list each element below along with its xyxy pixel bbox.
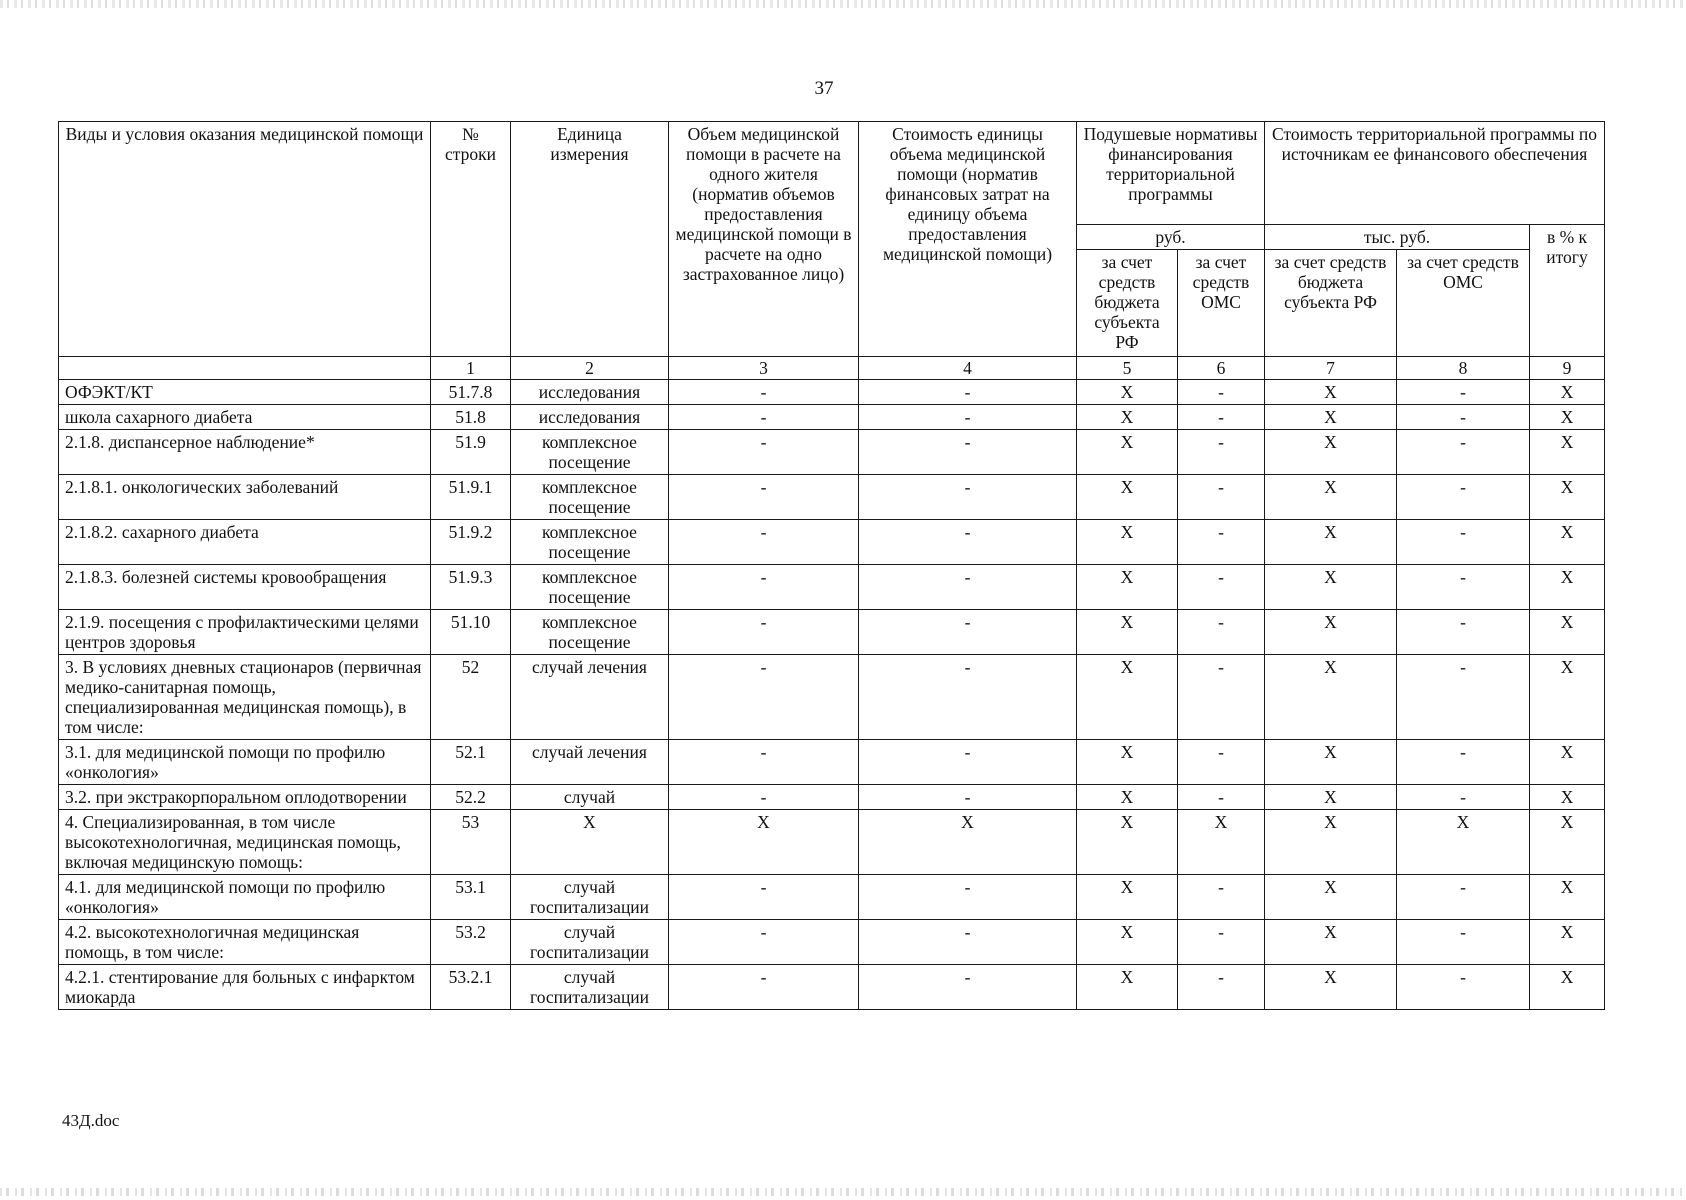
cell-per-capita-budget: X	[1077, 610, 1178, 655]
medical-care-table	[58, 121, 1605, 1010]
cell-territorial-budget: X	[1265, 965, 1397, 1010]
cell-volume: -	[669, 655, 859, 740]
row-number: 53.2.1	[431, 965, 511, 1010]
cell-territorial-oms: -	[1397, 875, 1530, 920]
row-number: 51.10	[431, 610, 511, 655]
header-territorial: Стоимость территориальной программы по источникам ее финансового обеспечения	[1265, 122, 1605, 225]
cell-volume: -	[669, 875, 859, 920]
cell-per-capita-oms: -	[1178, 740, 1265, 785]
cell-per-capita-oms: -	[1178, 475, 1265, 520]
cell-per-capita-budget: X	[1077, 965, 1178, 1010]
header-cost-unit: Стоимость единицы объема медицинской помощи (норматив финансовых затрат на единицу объема предоставления медицинской помощи)	[859, 122, 1077, 357]
header-budget-rf: за счет средств бюджета субъекта РФ	[1077, 250, 1178, 357]
col-number: 9	[1530, 357, 1605, 380]
table-row	[59, 810, 1605, 875]
cell-territorial-oms: -	[1397, 405, 1530, 430]
cell-territorial-budget: X	[1265, 655, 1397, 740]
table-row	[59, 785, 1605, 810]
footer-filename: 43Д.doc	[62, 1111, 120, 1130]
cell-cost-unit: -	[859, 875, 1077, 920]
cell-territorial-oms: -	[1397, 655, 1530, 740]
cell-territorial-budget: X	[1265, 875, 1397, 920]
row-name: 4.2. высокотехнологичная медицинская помощь, в том числе:	[59, 920, 431, 965]
cell-percent-total: X	[1530, 785, 1605, 810]
cell-per-capita-oms: -	[1178, 520, 1265, 565]
cell-territorial-budget: X	[1265, 920, 1397, 965]
cell-per-capita-budget: X	[1077, 405, 1178, 430]
row-name: 2.1.8.1. онкологических заболеваний	[59, 475, 431, 520]
cell-per-capita-budget: X	[1077, 520, 1178, 565]
row-number: 52.1	[431, 740, 511, 785]
cell-per-capita-oms: -	[1178, 380, 1265, 405]
row-unit: случай лечения	[511, 740, 669, 785]
col-number: 2	[511, 357, 669, 380]
row-name: школа сахарного диабета	[59, 405, 431, 430]
cell-per-capita-budget: X	[1077, 785, 1178, 810]
row-unit: исследования	[511, 405, 669, 430]
cell-per-capita-budget: X	[1077, 810, 1178, 875]
row-unit: комплексное посещение	[511, 430, 669, 475]
cell-territorial-oms: -	[1397, 475, 1530, 520]
cell-percent-total: X	[1530, 475, 1605, 520]
row-unit: исследования	[511, 380, 669, 405]
cell-territorial-oms: -	[1397, 920, 1530, 965]
row-name: 2.1.8.2. сахарного диабета	[59, 520, 431, 565]
table-row	[59, 610, 1605, 655]
row-number: 51.9.1	[431, 475, 511, 520]
cell-percent-total: X	[1530, 875, 1605, 920]
row-name: 2.1.9. посещения с профилактическими целями центров здоровья	[59, 610, 431, 655]
cell-volume: X	[669, 810, 859, 875]
cell-per-capita-oms: -	[1178, 430, 1265, 475]
cell-per-capita-oms: -	[1178, 965, 1265, 1010]
cell-cost-unit: X	[859, 810, 1077, 875]
cell-cost-unit: -	[859, 565, 1077, 610]
row-name: 3.2. при экстракорпоральном оплодотворении	[59, 785, 431, 810]
cell-percent-total: X	[1530, 565, 1605, 610]
header-types: Виды и условия оказания медицинской помощи	[59, 122, 431, 357]
cell-per-capita-oms: -	[1178, 785, 1265, 810]
row-number: 53.2	[431, 920, 511, 965]
cell-territorial-budget: X	[1265, 405, 1397, 430]
cell-cost-unit: -	[859, 430, 1077, 475]
table-row	[59, 740, 1605, 785]
header-row-1	[59, 122, 1605, 225]
cell-percent-total: X	[1530, 965, 1605, 1010]
header-budget-rf-2: за счет средств бюджета субъекта РФ	[1265, 250, 1397, 357]
table-row	[59, 565, 1605, 610]
header-oms: за счет средств ОМС	[1178, 250, 1265, 357]
cell-volume: -	[669, 565, 859, 610]
row-unit: комплексное посещение	[511, 475, 669, 520]
row-unit: комплексное посещение	[511, 565, 669, 610]
cell-volume: -	[669, 785, 859, 810]
col-number: 1	[431, 357, 511, 380]
cell-volume: -	[669, 610, 859, 655]
cell-per-capita-oms: -	[1178, 920, 1265, 965]
cell-percent-total: X	[1530, 430, 1605, 475]
row-name: 4.2.1. стентирование для больных с инфарктом миокарда	[59, 965, 431, 1010]
cell-territorial-budget: X	[1265, 610, 1397, 655]
table-row	[59, 875, 1605, 920]
cell-per-capita-oms: -	[1178, 655, 1265, 740]
cell-territorial-budget: X	[1265, 785, 1397, 810]
col-number: 6	[1178, 357, 1265, 380]
cell-volume: -	[669, 475, 859, 520]
cell-percent-total: X	[1530, 655, 1605, 740]
col-number	[59, 357, 431, 380]
row-unit: случай госпитализации	[511, 965, 669, 1010]
cell-per-capita-budget: X	[1077, 380, 1178, 405]
cell-per-capita-oms: -	[1178, 565, 1265, 610]
cell-volume: -	[669, 920, 859, 965]
cell-percent-total: X	[1530, 810, 1605, 875]
table-row	[59, 655, 1605, 740]
cell-volume: -	[669, 405, 859, 430]
header-oms-2: за счет средств ОМС	[1397, 250, 1530, 357]
cell-cost-unit: -	[859, 655, 1077, 740]
col-number: 5	[1077, 357, 1178, 380]
row-name: 2.1.8.3. болезней системы кровообращения	[59, 565, 431, 610]
cell-cost-unit: -	[859, 520, 1077, 565]
scan-edge-top	[0, 0, 1686, 8]
cell-per-capita-budget: X	[1077, 920, 1178, 965]
cell-territorial-oms: -	[1397, 785, 1530, 810]
cell-per-capita-oms: -	[1178, 875, 1265, 920]
col-number: 8	[1397, 357, 1530, 380]
cell-per-capita-budget: X	[1077, 875, 1178, 920]
header-thous-rub: тыс. руб.	[1265, 225, 1530, 250]
row-unit: случай госпитализации	[511, 920, 669, 965]
cell-territorial-oms: -	[1397, 965, 1530, 1010]
cell-territorial-oms: -	[1397, 565, 1530, 610]
cell-territorial-budget: X	[1265, 810, 1397, 875]
table-row	[59, 520, 1605, 565]
cell-per-capita-budget: X	[1077, 475, 1178, 520]
row-number: 53.1	[431, 875, 511, 920]
page-number: 37	[814, 78, 834, 99]
row-unit: комплексное посещение	[511, 520, 669, 565]
row-name: ОФЭКТ/КТ	[59, 380, 431, 405]
header-percent-total: в % к итогу	[1530, 225, 1605, 357]
row-name: 4.1. для медицинской помощи по профилю «онкология»	[59, 875, 431, 920]
cell-territorial-oms: X	[1397, 810, 1530, 875]
table-row	[59, 380, 1605, 405]
row-number: 51.9	[431, 430, 511, 475]
header-per-capita: Подушевые нормативы финансирования территориальной программы	[1077, 122, 1265, 225]
row-unit: случай	[511, 785, 669, 810]
table-row	[59, 430, 1605, 475]
cell-percent-total: X	[1530, 610, 1605, 655]
cell-territorial-budget: X	[1265, 565, 1397, 610]
table-row	[59, 405, 1605, 430]
col-number: 4	[859, 357, 1077, 380]
cell-territorial-oms: -	[1397, 430, 1530, 475]
cell-volume: -	[669, 380, 859, 405]
cell-cost-unit: -	[859, 965, 1077, 1010]
row-unit: случай госпитализации	[511, 875, 669, 920]
cell-territorial-oms: -	[1397, 610, 1530, 655]
table-row	[59, 920, 1605, 965]
cell-territorial-budget: X	[1265, 475, 1397, 520]
cell-territorial-budget: X	[1265, 740, 1397, 785]
row-number: 53	[431, 810, 511, 875]
cell-cost-unit: -	[859, 380, 1077, 405]
cell-percent-total: X	[1530, 405, 1605, 430]
cell-volume: -	[669, 520, 859, 565]
cell-territorial-budget: X	[1265, 520, 1397, 565]
cell-percent-total: X	[1530, 920, 1605, 965]
header-row-no: № строки	[431, 122, 511, 357]
row-number: 52.2	[431, 785, 511, 810]
cell-percent-total: X	[1530, 740, 1605, 785]
row-unit: случай лечения	[511, 655, 669, 740]
cell-volume: -	[669, 965, 859, 1010]
row-number: 52	[431, 655, 511, 740]
header-volume: Объем медицинской помощи в расчете на одного жителя (норматив объемов предоставления медицинской помощи в расчете на одно застрахованное лицо)	[669, 122, 859, 357]
column-number-row	[59, 357, 1605, 380]
table-row	[59, 475, 1605, 520]
cell-territorial-oms: -	[1397, 380, 1530, 405]
cell-volume: -	[669, 740, 859, 785]
cell-per-capita-budget: X	[1077, 740, 1178, 785]
row-number: 51.7.8	[431, 380, 511, 405]
cell-territorial-oms: -	[1397, 740, 1530, 785]
cell-cost-unit: -	[859, 920, 1077, 965]
row-number: 51.9.2	[431, 520, 511, 565]
row-name: 4. Специализированная, в том числе высокотехнологичная, медицинская помощь, включая медицинскую помощь:	[59, 810, 431, 875]
cell-cost-unit: -	[859, 405, 1077, 430]
cell-territorial-oms: -	[1397, 520, 1530, 565]
row-unit: комплексное посещение	[511, 610, 669, 655]
cell-cost-unit: -	[859, 610, 1077, 655]
cell-percent-total: X	[1530, 520, 1605, 565]
col-number: 7	[1265, 357, 1397, 380]
cell-cost-unit: -	[859, 785, 1077, 810]
col-number: 3	[669, 357, 859, 380]
cell-per-capita-budget: X	[1077, 565, 1178, 610]
header-rub: руб.	[1077, 225, 1265, 250]
row-number: 51.9.3	[431, 565, 511, 610]
cell-territorial-budget: X	[1265, 430, 1397, 475]
cell-per-capita-oms: X	[1178, 810, 1265, 875]
cell-cost-unit: -	[859, 475, 1077, 520]
cell-percent-total: X	[1530, 380, 1605, 405]
cell-territorial-budget: X	[1265, 380, 1397, 405]
row-name: 2.1.8. диспансерное наблюдение*	[59, 430, 431, 475]
header-unit: Единица измерения	[511, 122, 669, 357]
cell-per-capita-oms: -	[1178, 405, 1265, 430]
row-unit: X	[511, 810, 669, 875]
cell-per-capita-budget: X	[1077, 655, 1178, 740]
row-name: 3. В условиях дневных стационаров (первичная медико-санитарная помощь, специализированная медицинская помощь), в том числе:	[59, 655, 431, 740]
table-row	[59, 965, 1605, 1010]
cell-per-capita-oms: -	[1178, 610, 1265, 655]
cell-volume: -	[669, 430, 859, 475]
cell-cost-unit: -	[859, 740, 1077, 785]
scan-edge-bottom	[0, 1188, 1686, 1196]
row-number: 51.8	[431, 405, 511, 430]
cell-per-capita-budget: X	[1077, 430, 1178, 475]
row-name: 3.1. для медицинской помощи по профилю «онкология»	[59, 740, 431, 785]
